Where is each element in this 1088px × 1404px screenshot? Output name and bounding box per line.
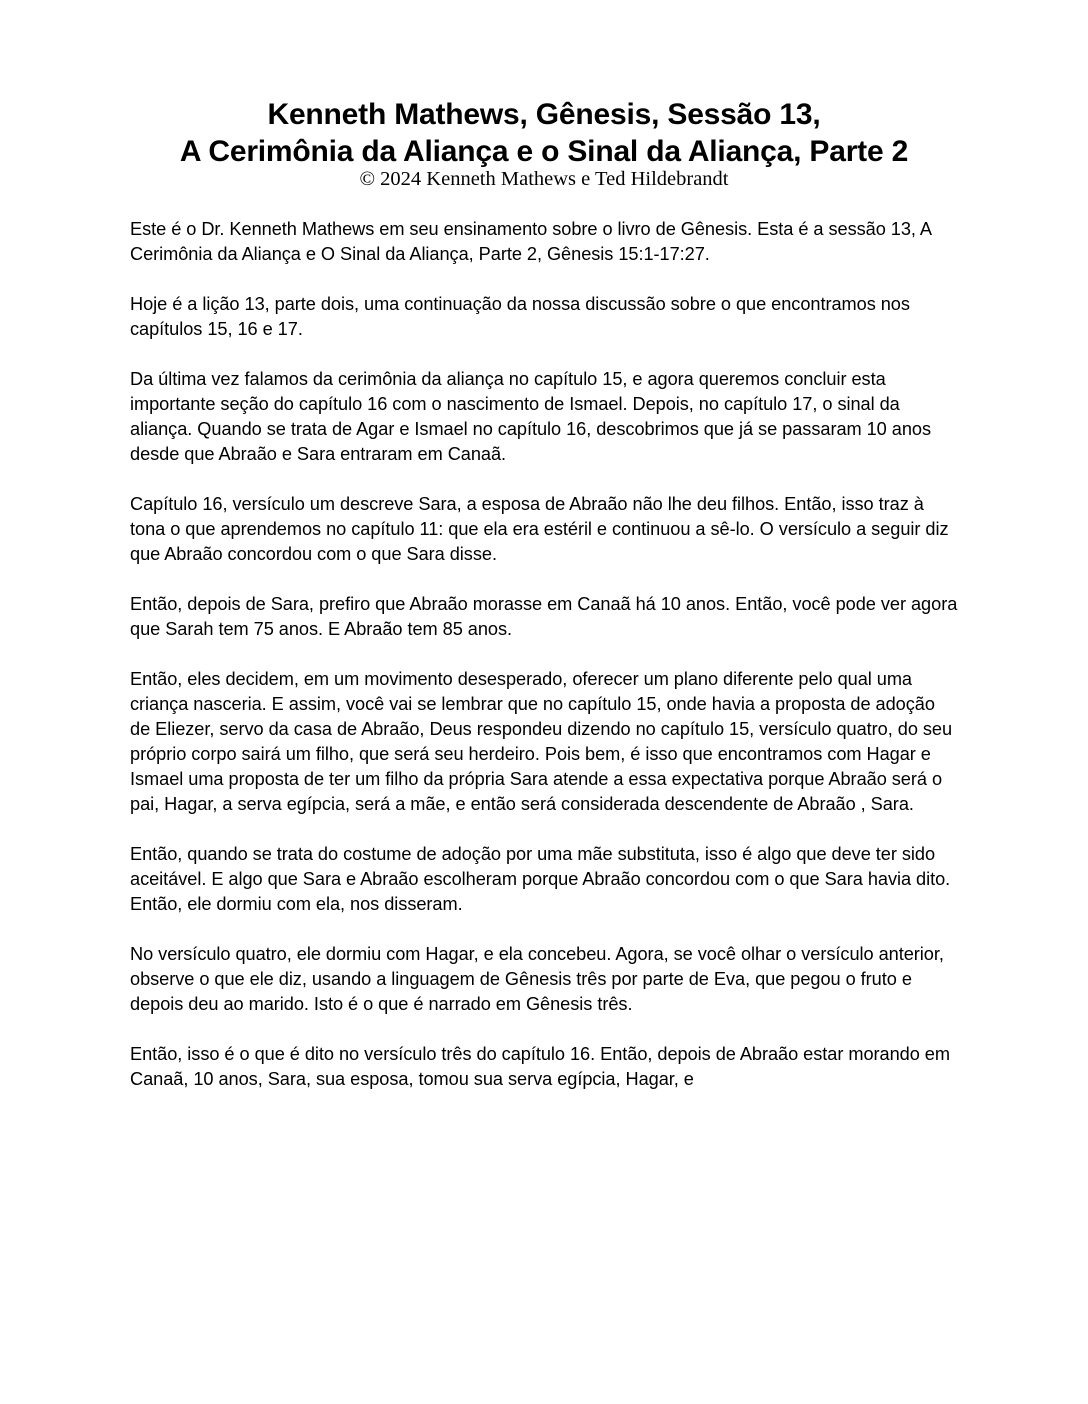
paragraph-4: Capítulo 16, versículo um descreve Sara, a esposa de Abraão não lhe deu filhos. Então, isso traz à tona o que aprendemos no capítulo 11: que ela era estéril e continuou a sê-lo. O versículo a seguir diz que Abraão concordou com o que Sara disse. <box>130 494 949 564</box>
document-title-line-1: Kenneth Mathews, Gênesis, Sessão 13, <box>267 98 821 131</box>
paragraph-8: No versículo quatro, ele dormiu com Hagar, e ela concebeu. Agora, se você olhar o versículo anterior, observe o que ele diz, usando a linguagem de Gênesis três por parte de Eva, que pegou o fruto e depois deu ao marido. Isto é o que é narrado em Gênesis três. <box>130 944 944 1014</box>
paragraph-5: Então, depois de Sara, prefiro que Abraão morasse em Canaã há 10 anos. Então, você pode ver agora que Sarah tem 75 anos. E Abraão tem 85 anos. <box>130 594 958 639</box>
paragraph-6: Então, eles decidem, em um movimento desesperado, oferecer um plano diferente pelo qual uma criança nasceria. E assim, você vai se lembrar que no capítulo 15, onde havia a proposta de adoção de Eliezer, servo da casa de Abraão, Deus respondeu dizendo no capítulo 15, versículo quatro, do seu próprio corpo sairá um filho, que será seu herdeiro. Pois bem, é isso que encontramos com Hagar e Ismael uma proposta de ter um filho da própria Sara atende a essa expectativa porque Abraão será o pai, Hagar, a serva egípcia, será a mãe, e então será considerada descendente de Abraão , Sara. <box>130 669 953 814</box>
paragraph-7: Então, quando se trata do costume de adoção por uma mãe substituta, isso é algo que deve ter sido aceitável. E algo que Sara e Abraão escolheram porque Abraão concordou com o que Sara havia dito. Então, ele dormiu com ela, nos disseram. <box>130 844 951 914</box>
title-block <box>0 96 1088 190</box>
document-title-line-2: A Cerimônia da Aliança e o Sinal da Aliança, Parte 2 <box>179 135 909 168</box>
body-text <box>130 217 960 1117</box>
paragraph-9: Então, isso é o que é dito no versículo três do capítulo 16. Então, depois de Abraão estar morando em Canaã, 10 anos, Sara, sua esposa, tomou sua serva egípcia, Hagar, e <box>130 1044 950 1089</box>
copyright-notice: © 2024 Kenneth Mathews e Ted Hildebrandt <box>359 168 729 190</box>
paragraph-2: Hoje é a lição 13, parte dois, uma continuação da nossa discussão sobre o que encontramos nos capítulos 15, 16 e 17. <box>130 294 910 339</box>
paragraph-1: Este é o Dr. Kenneth Mathews em seu ensinamento sobre o livro de Gênesis. Esta é a sessão 13, A Cerimônia da Aliança e O Sinal da Aliança, Parte 2, Gênesis 15:1-17:27. <box>130 219 932 264</box>
paragraph-3: Da última vez falamos da cerimônia da aliança no capítulo 15, e agora queremos concluir esta importante seção do capítulo 16 com o nascimento de Ismael. Depois, no capítulo 17, o sinal da aliança. Quando se trata de Agar e Ismael no capítulo 16, descobrimos que já se passaram 10 anos desde que Abraão e Sara entraram em Canaã. <box>130 369 931 464</box>
